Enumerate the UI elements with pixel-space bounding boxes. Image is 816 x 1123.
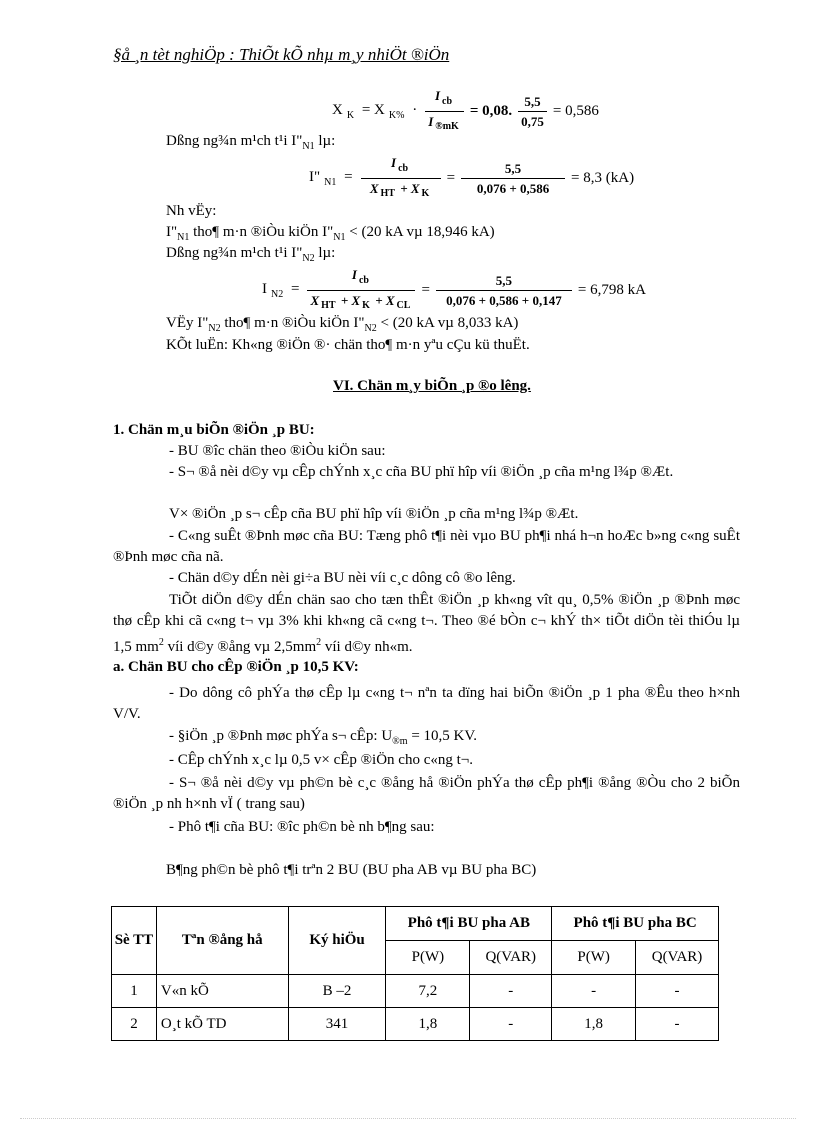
subsection-title: a. Chän BU cho cÊp ®iÖn ¸p 10,5 KV:	[113, 659, 359, 675]
fraction: $\frac{I _{cb}}{I _{®mK}}$	[423, 86, 466, 136]
table-row: 2 O¸t kÕ TD 341 1,8 - 1,8 -	[112, 1008, 719, 1041]
text-line: VËy $I"_{N2}$ tho¶ m·n ®iÒu kiÖn $I"_{N2} < (20$ kA vµ 8,033 kA)	[166, 315, 519, 334]
table-row: 1 V«n kÕ B –2 7,2 - - -	[112, 975, 719, 1008]
subsection-title: 1. Chän m¸u biÕn ®iÖn ¸p BU:	[113, 422, 315, 438]
header-symbol: Ký hiÖu	[288, 907, 386, 975]
text-line: KÕt luËn: Kh«ng ®iÖn ®· chän tho¶ m·n yªu cÇu kü thuËt.	[166, 337, 530, 353]
equation-in1: I" $_{N1}$ = $\frac{I _{cb}}{X _{HT} + X _K}$ = $\frac{5,5}{0,076 + 0,586}$ = 8,3 (kA)	[305, 153, 636, 203]
paragraph: V× ®iÖn ¸p s¬ cÊp cña BU phï hîp víi ®iÖn ¸p cña m¹ng l¾p ®Æt.	[169, 506, 579, 522]
fraction: $\frac{I _{cb}}{X _{HT} + X _K}$	[359, 153, 443, 203]
section-title: VI. Chän m¸y biÕn ¸p ®o lêng.	[333, 378, 531, 394]
fraction: $\frac{5,5}{0,75}$	[516, 92, 549, 131]
equation-xk: X $_K$ = X $_{K\%}$ · $\frac{I _{cb}}{I _{®mK}}$ = 0,08. $\frac{5,5}{0,75}$ = 0,586	[328, 86, 601, 136]
paragraph: - Phô t¶i cña BU: ®îc ph©n bè nh b¶ng sau:	[169, 819, 435, 835]
load-table	[111, 906, 719, 1041]
paragraph: - CÊp chÝnh x¸c lµ 0,5 v× cÊp ®iÖn cho c«ng t¬.	[169, 752, 473, 768]
header-bc-q: Q(VAR)	[636, 941, 719, 975]
paragraph: - S¬ ®å nèi d©y vµ ph©n bè c¸c ®ång hå ®iÖn phÝa thø cÊp ph¶i ®ång ®Òu cho 2 biÕn ®iÖn ¸p nh h×nh vÏ ( trang sau)	[113, 775, 740, 812]
page-bottom-divider	[20, 1118, 796, 1119]
header-bc-p: P(W)	[552, 941, 636, 975]
fraction: $\frac{5,5}{0,076 + 0,586}$	[459, 159, 567, 198]
text-line: Dßng ng¾n m¹ch t¹i $I"_{N1}$ lµ:	[166, 133, 336, 152]
paragraph: - Chän d©y dÉn nèi gi÷a BU nèi víi c¸c dông cô ®o lêng.	[169, 570, 516, 586]
paragraph: - Do dông cô phÝa thø cÊp lµ c«ng t¬ nªn ta dïng hai biÕn ®iÖn ¸p 1 pha ®Êu theo h×nh V/V.	[113, 685, 740, 722]
header-stt: Sè TT	[112, 907, 157, 975]
text-line: Nh vËy:	[166, 203, 217, 219]
fraction: $\frac{I _{cb}}{X _{HT} + X _K + X _{CL}}$	[305, 265, 417, 315]
text-line: $I"_{N1}$ tho¶ m·n ®iÒu kiÖn $I"_{N1} < (20$ kA vµ 18,946 kA)	[166, 224, 495, 243]
text-line: Dßng ng¾n m¹ch t¹i $I"_{N2}$ lµ:	[166, 245, 336, 264]
header-ab-q: Q(VAR)	[470, 941, 552, 975]
paragraph: - BU ®îc chän theo ®iÒu kiÖn sau:	[169, 443, 386, 459]
header-ab: Phô t¶i BU pha AB	[386, 907, 552, 941]
page-header: §å ¸n tèt nghiÖp : ThiÕt kÕ nhµ m¸y nhiÖt ®iÖn	[113, 45, 450, 64]
paragraph: - C«ng suÊt ®Þnh møc cña BU: Tæng phô t¶i nèi vµo BU ph¶i nhá h¬n hoÆc b»ng c«ng suÊt ®Þnh møc cña nã.	[113, 528, 740, 565]
header-ab-p: P(W)	[386, 941, 470, 975]
paragraph: - §iÖn ¸p ®Þnh møc phÝa s¬ cÊp: $U_{®m} = 10,5$ KV.	[169, 728, 478, 747]
equation-in2: I $_{N2}$ = $\frac{I _{cb}}{X _{HT} + X _K + X _{CL}}$ = $\frac{5,5}{0,076 + 0,586 + 0,147}$ = 6,798 kA	[258, 265, 648, 315]
paragraph: TiÕt diÖn d©y dÉn chän sao cho tæn thÊt ®iÖn ¸p kh«ng vît qu¸ 0,5% ®iÖn ¸p ®Þnh møc thø cÊp khi cã c«ng t¬ vµ 3% khi kh«ng cã c«ng t¬. Theo ®é bÒn c¬ khÝ th× tiÕt diÖn tèi thiÓu lµ 1,5 $mm^2$ víi d©y ®ång vµ $2,5mm^2$ víi d©y nh«m.	[113, 592, 740, 655]
header-bc: Phô t¶i BU pha BC	[552, 907, 719, 941]
fraction: $\frac{5,5}{0,076 + 0,586 + 0,147}$	[434, 271, 574, 310]
paragraph: - S¬ ®å nèi d©y vµ cÊp chÝnh x¸c cña BU phï hîp víi ®iÖn ¸p cña m¹ng l¾p ®Æt.	[169, 464, 674, 480]
header-name: Tªn ®ång hå	[156, 907, 288, 975]
table-caption: B¶ng ph©n bè phô t¶i trªn 2 BU (BU pha AB vµ BU pha BC)	[166, 862, 537, 878]
